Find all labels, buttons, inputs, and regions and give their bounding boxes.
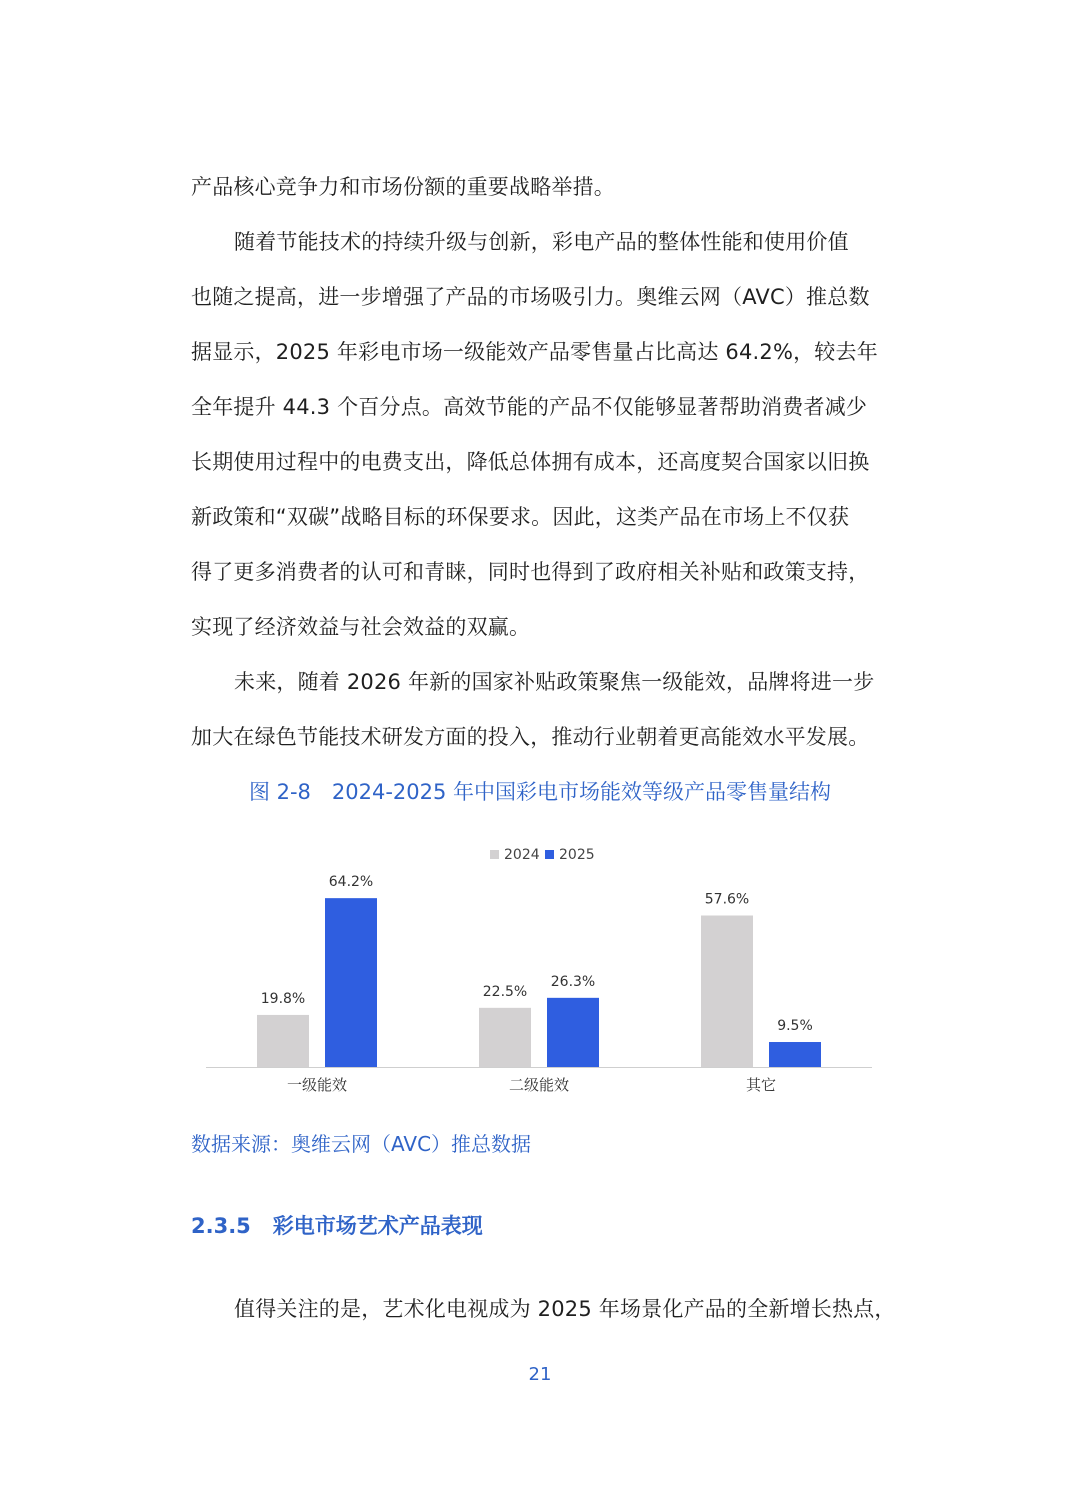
legend-label-2025: 2025 bbox=[559, 847, 595, 863]
section-heading bbox=[191, 1210, 483, 1240]
paragraph-4 bbox=[191, 1282, 896, 1337]
legend-label-2024: 2024 bbox=[504, 847, 540, 863]
data-label: 64.2% bbox=[328, 874, 374, 891]
data-label: 9.5% bbox=[777, 1018, 813, 1035]
page-number: 21 bbox=[528, 1364, 552, 1385]
paragraph-line: 据显示，2025 年彩电市场一级能效产品零售量占比高达 64.2%，较去年 bbox=[191, 340, 878, 364]
x-tick-label: 二级能效 bbox=[508, 1076, 570, 1094]
figure-source: 数据来源：奥维云网（AVC）推总数据 bbox=[191, 1132, 532, 1156]
bar-chart bbox=[190, 835, 890, 1105]
section-title: 彩电市场艺术产品表现 bbox=[272, 1214, 483, 1238]
paragraph-3 bbox=[191, 655, 891, 765]
paragraph-line: 未来，随着 2026 年新的国家补贴政策聚焦一级能效，品牌将进一步 bbox=[234, 670, 875, 694]
data-label: 57.6% bbox=[704, 891, 750, 908]
bar-2025-0 bbox=[325, 898, 377, 1067]
figure-title: 图 2-8 2024-2025 年中国彩电市场能效等级产品零售量结构 bbox=[248, 780, 832, 804]
paragraph-line: 得了更多消费者的认可和青睐，同时也得到了政府相关补贴和政策支持， bbox=[191, 560, 870, 584]
x-tick-label: 其它 bbox=[745, 1076, 777, 1094]
bar-2024-0 bbox=[257, 1015, 309, 1067]
data-label: 26.3% bbox=[550, 973, 596, 990]
paragraph-2 bbox=[191, 215, 891, 655]
section-number: 2.3.5 bbox=[191, 1214, 251, 1238]
data-label: 22.5% bbox=[482, 983, 528, 1000]
legend-swatch-2025 bbox=[545, 850, 554, 859]
x-tick-label: 一级能效 bbox=[286, 1076, 348, 1094]
paragraph-line: 全年提升 44.3 个百分点。高效节能的产品不仅能够显著帮助消费者减少 bbox=[191, 395, 868, 419]
paragraph-line: 也随之提高，进一步增强了产品的市场吸引力。奥维云网（AVC）推总数 bbox=[191, 285, 870, 309]
bar-chart-svg bbox=[190, 835, 890, 1105]
data-label: 19.8% bbox=[260, 990, 306, 1007]
bar-2025-1 bbox=[547, 998, 599, 1067]
paragraph-line: 新政策和“双碳”战略目标的环保要求。因此，这类产品在市场上不仅获 bbox=[191, 505, 850, 529]
bar-2024-2 bbox=[701, 916, 753, 1067]
paragraph-line: 随着节能技术的持续升级与创新，彩电产品的整体性能和使用价值 bbox=[234, 230, 849, 254]
bar-2024-1 bbox=[479, 1008, 531, 1067]
paragraph-line: 实现了经济效益与社会效益的双赢。 bbox=[191, 615, 531, 639]
paragraph-line: 值得关注的是，艺术化电视成为 2025 年场景化产品的全新增长热点， bbox=[234, 1297, 896, 1321]
paragraph-line: 产品核心竞争力和市场份额的重要战略举措。 bbox=[191, 175, 615, 199]
paragraph-line: 长期使用过程中的电费支出，降低总体拥有成本，还高度契合国家以旧换 bbox=[191, 450, 870, 474]
paragraph-1 bbox=[191, 160, 891, 215]
bar-2025-2 bbox=[769, 1042, 821, 1067]
paragraph-line: 加大在绿色节能技术研发方面的投入，推动行业朝着更高能效水平发展。 bbox=[191, 725, 870, 749]
legend-swatch-2024 bbox=[490, 850, 499, 859]
